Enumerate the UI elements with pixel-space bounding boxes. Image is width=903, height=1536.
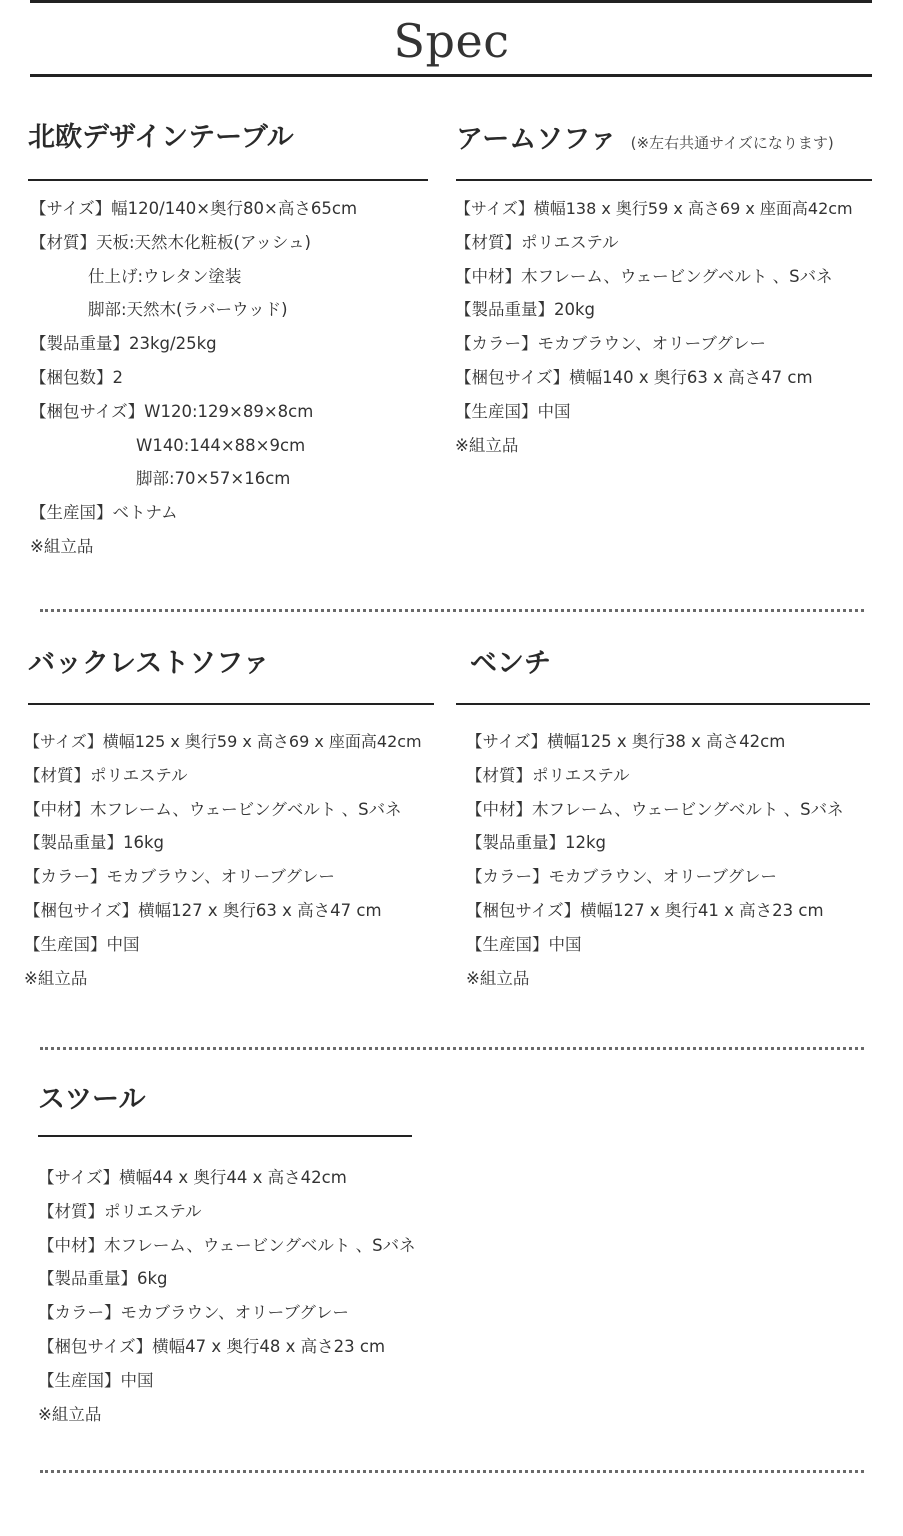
spec-line: 【製品重量】12kg [466, 833, 607, 853]
spec-line: 【製品重量】20kg [455, 300, 596, 320]
spec-line: 【カラー】モカブラウン、オリーブグレー [38, 1303, 349, 1323]
section-rule-table [28, 179, 428, 181]
spec-line: 【サイズ】横幅44 x 奥行44 x 高さ42cm [38, 1168, 347, 1187]
header-rule [30, 74, 872, 77]
section-title-text: 北欧デザインテーブル [28, 122, 294, 153]
spec-line: 【カラー】モカブラウン、オリーブグレー [466, 867, 777, 887]
spec-line: 【梱包サイズ】横幅127 x 奥行63 x 高さ47 cm [24, 900, 382, 920]
spec-line: ※組立品 [466, 968, 530, 988]
section-title-backrest-sofa [28, 646, 270, 682]
spec-line: 【生産国】中国 [466, 934, 582, 954]
section-title-text: スツール [38, 1084, 146, 1115]
spec-list-table [30, 192, 357, 564]
dotted-divider [40, 1470, 864, 1473]
spec-line: 【生産国】中国 [24, 934, 140, 954]
spec-line: 【サイズ】横幅125 x 奥行38 x 高さ42cm [466, 732, 786, 751]
section-rule-arm-sofa [456, 179, 872, 181]
spec-line: 【梱包サイズ】横幅127 x 奥行41 x 高さ23 cm [466, 900, 824, 920]
page-title: Spec [393, 14, 510, 68]
spec-line: 【生産国】中国 [38, 1370, 154, 1390]
section-title-text: ベンチ [470, 648, 551, 679]
section-title-arm-sofa [456, 122, 834, 161]
spec-line: ※組立品 [455, 435, 519, 455]
spec-line: 【サイズ】幅120/140×奥行80×高さ65cm [30, 199, 358, 218]
spec-line: 【生産国】中国 [455, 401, 571, 421]
spec-line: 【カラー】モカブラウン、オリーブグレー [455, 334, 766, 354]
spec-line: 【製品重量】6kg [38, 1269, 168, 1289]
spec-line: 【材質】ポリエステル [24, 765, 188, 785]
spec-line: 【材質】ポリエステル [466, 765, 630, 785]
spec-line: 【梱包サイズ】横幅140 x 奥行63 x 高さ47 cm [455, 367, 813, 387]
spec-line: 【サイズ】横幅138 x 奥行59 x 高さ69 x 座面高42cm [455, 199, 853, 218]
spec-line: 【梱包数】2 [30, 367, 123, 387]
section-title-text: アームソファ [456, 124, 617, 155]
spec-line: 【製品重量】16kg [24, 833, 165, 853]
section-title-text: バックレストソファ [28, 648, 270, 679]
spec-line: W140:144×88×9cm [136, 435, 306, 455]
section-rule-backrest-sofa [28, 703, 434, 705]
section-rule-stool [38, 1135, 412, 1137]
spec-line: 【材質】ポリエステル [38, 1201, 202, 1221]
spec-line: 【材質】天板:天然木化粧板(アッシュ) [30, 232, 311, 252]
spec-line: 【カラー】モカブラウン、オリーブグレー [24, 867, 335, 887]
section-title-stool [38, 1082, 145, 1118]
spec-line: 脚部:70×57×16cm [136, 469, 291, 489]
spec-list-stool [38, 1161, 416, 1431]
spec-line: 【製品重量】23kg/25kg [30, 334, 217, 354]
spec-line: ※組立品 [24, 968, 88, 988]
spec-line: 仕上げ:ウレタン塗装 [88, 266, 242, 286]
spec-line: 脚部:天然木(ラバーウッド) [88, 300, 288, 320]
spec-line: ※組立品 [30, 536, 94, 556]
spec-list-bench [466, 725, 844, 995]
spec-line: 【サイズ】横幅125 x 奥行59 x 高さ69 x 座面高42cm [24, 732, 422, 751]
section-rule-bench [456, 703, 870, 705]
spec-line: ※組立品 [38, 1404, 102, 1424]
spec-line: 【梱包サイズ】横幅47 x 奥行48 x 高さ23 cm [38, 1336, 386, 1356]
spec-line: 【中材】木フレーム、ウェービングベルト 、Sバネ [455, 266, 833, 286]
spec-line: 【中材】木フレーム、ウェービングベルト 、Sバネ [24, 799, 402, 819]
spec-line: 【中材】木フレーム、ウェービングベルト 、Sバネ [38, 1235, 416, 1255]
section-title-bench [470, 646, 551, 682]
section-title-table [28, 120, 294, 156]
spec-list-arm-sofa [455, 192, 853, 462]
section-title-note: (※左右共通サイズになります) [630, 134, 834, 152]
spec-list-backrest-sofa [24, 725, 422, 995]
spec-line: 【材質】ポリエステル [455, 232, 619, 252]
spec-line: 【中材】木フレーム、ウェービングベルト 、Sバネ [466, 799, 844, 819]
dotted-divider [40, 1047, 864, 1050]
spec-line: 【生産国】ベトナム [30, 503, 178, 523]
dotted-divider [40, 609, 864, 612]
spec-line: 【梱包サイズ】W120:129×89×8cm [30, 401, 314, 421]
top-rule [30, 0, 872, 3]
